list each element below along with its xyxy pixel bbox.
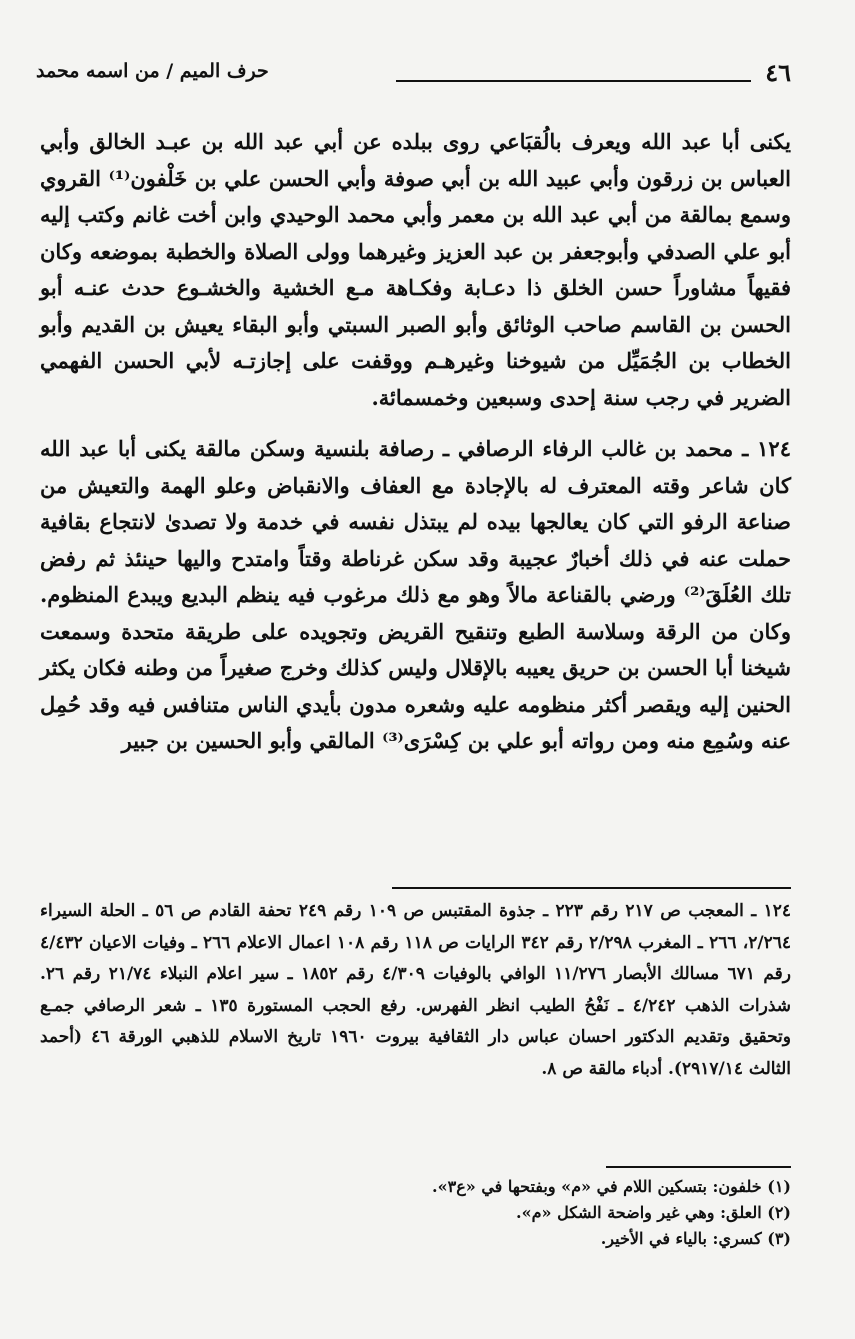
footnotes-rule bbox=[606, 1166, 791, 1168]
running-header bbox=[36, 58, 791, 92]
footnote: (٣) كسري: بالياء في الأخير. bbox=[600, 1229, 791, 1248]
sources-text: ١٢٤ ـ المعجب ص ٢١٧ رقم ٢٢٣ ـ جذوة المقتبس ص ١٠٩ رقم ٢٤٩ تحفة القادم ص ٥٦ ـ الحلة السيراء ٢/٢٦٤، ٢٦٦ ـ المغرب ٢/٢٩٨ رقم ٣٤٢ الرايات ص ١١٨ رقم ١٠٨ اعمال الاعلام ٢٦٦ ـ وفيات الاعيان ٤/٤٣٢ رقم ٦٧١ مسالك الأبصار ١١/٢٧٦ الوافي بالوفيات ٤/٣٠٩ رقم ١٨٥٢ ـ سير اعلام النبلاء ٢١/٧٤ رقم ٢٦. شذرات الذهب ٤/٢٤٢ ـ نَفْحُ الطيب انظر الفهرس. رفع الحجب المستورة ١٣٥ ـ شعر الرصافي جمـع وتحقيق وتقديم الدكتور احسان عباس دار الثقافية بيروت ١٩٦٠ تاريخ الاسلام للذهبي الورقة ٤٦ (أحمد الثالث ٢٩١٧/١٤). أدباء مالقة ص ٨. bbox=[40, 901, 792, 1079]
footnotes bbox=[40, 1174, 791, 1252]
running-title: حرف الميم / من اسمه محمد bbox=[36, 60, 269, 82]
paragraph-continued: يكنى أبا عبد الله ويعرف بالُقبَاعي روى ببلده عن أبي عبد الله بن عبـد الخالق وأبي العباس بن زرقون وأبي عبيد الله بن أبي صوفة وأبي الحسن علي بن خَلْفون⁽¹⁾ القروي وسمع بمالقة من أبي عبد الله بن معمر وأبي محمد الوحيدي وابن أخت غانم وكتب إليه أبو علي الصدفي وأبوجعفر بن عبد العزيز وغيرهما وولى الصلاة والخطبة بموضعه وكان فقيهاً مشاوراً حسن الخلق ذا دعـابة وفكـاهة مـع الخشية والخشـوع حدث عنـه أبو الحسن بن القاسم صاحب الوثائق وأبو الصبر السبتي وأبو البقاء يعيش بن القديم وأبو الخطاب بن الجُمَيِّل من شيوخنا وغيرهـم ووقفت على إجازتـه لأبي الحسن الفهمي الضرير في رجب سنة إحدى وسبعين وخمسمائة. bbox=[40, 129, 791, 410]
sources-rule bbox=[392, 887, 791, 889]
footnote: (١) خلفون: بتسكين اللام في «م» وبفتحها في «ع٣». bbox=[432, 1177, 791, 1196]
page-number: ٤٦ bbox=[765, 58, 791, 87]
header-rule bbox=[396, 80, 751, 82]
footnote: (٢) العلق: وهي غير واضحة الشكل «م». bbox=[516, 1203, 791, 1222]
main-text bbox=[40, 124, 791, 760]
sources-note bbox=[40, 896, 791, 1085]
paragraph-entry-124: ١٢٤ ـ محمد بن غالب الرفاء الرصافي ـ رصافة بلنسية وسكن مالقة يكنى أبا عبد الله كان شاعر وقته المعترف له بالإجادة مع العفاف والانقباض وعلو الهمة والتعيش من صناعة الرفو التي كان يعالجها بيده لم يبتذل نفسه في خدمة ولا تصدىٰ لانتجاع بقافية حملت عنه في ذلك أخبارٌ عجيبة وقد سكن غرناطة وقتاً وامتدح واليها حينئذ ثم رفض تلك العُلَقَ⁽²⁾ ورضي بالقناعة مالاً وهو مع ذلك مرغوب فيه ينظم البديع ويبدع المنظوم. وكان من الرقة وسلاسة الطبع وتنقيح القريض وتجويده على طريقة متحدة وسمعت شيخنا أبا الحسن بن حريق يعيبه بالإقلال وليس كذلك وخرج صغيراً من وطنه فكان يكثر الحنين إليه ويقصر أكثر منظومه عليه وشعره مدون بأيدي الناس متنافس فيه وقد حُمِل عنه وسُمِع منه ومن رواته أبو علي بن كِسْرَى⁽³⁾ المالقي وأبو الحسين بن جبير bbox=[40, 436, 792, 753]
